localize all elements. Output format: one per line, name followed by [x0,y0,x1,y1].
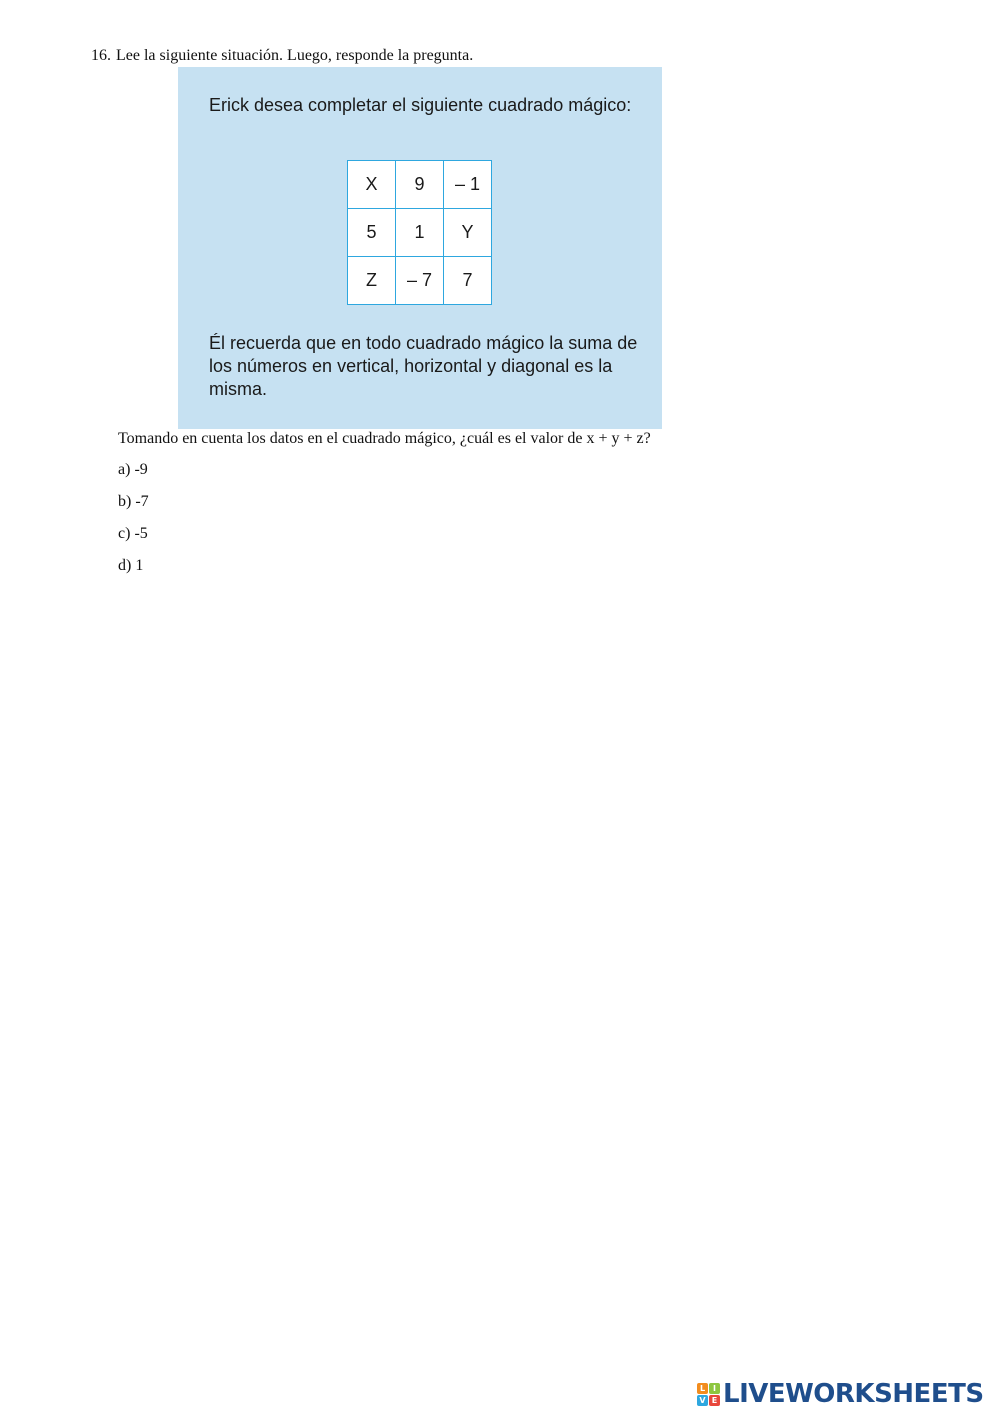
question-number: 16. [91,47,111,64]
grid-cell: – 7 [396,257,444,305]
option-label: b) [118,493,132,510]
answer-option-a[interactable] [118,460,148,480]
question-prompt: Lee la siguiente situación. Luego, responde la pregunta. [116,47,474,64]
logo-letter: I [709,1383,720,1394]
grid-row [348,161,492,209]
option-label: c) [118,525,131,542]
grid-row [348,257,492,305]
answer-option-c[interactable] [118,524,148,544]
magic-square-grid [347,160,492,305]
grid-row [348,209,492,257]
situation-intro: Erick desea completar el siguiente cuadrado mágico: [209,95,632,115]
liveworksheets-logo [697,1378,984,1410]
option-value: -7 [135,493,149,510]
logo-letter: L [697,1383,708,1394]
grid-cell: Z [348,257,396,305]
answer-option-b[interactable] [118,492,149,512]
option-label: d) [118,557,132,574]
grid-cell: 9 [396,161,444,209]
option-value: -5 [134,525,148,542]
question-stem: Tomando en cuenta los datos en el cuadrado mágico, ¿cuál es el valor de x + y + z? [118,430,651,447]
logo-wordmark: LIVEWORKSHEETS [723,1379,984,1409]
logo-icon [697,1383,720,1406]
option-label: a) [118,461,131,478]
grid-cell: 1 [396,209,444,257]
logo-letter: E [709,1395,720,1406]
grid-cell: 7 [444,257,492,305]
situation-panel [178,67,662,429]
option-value: -9 [134,461,148,478]
grid-cell: 5 [348,209,396,257]
option-value: 1 [135,557,144,574]
grid-cell: Y [444,209,492,257]
grid-cell: – 1 [444,161,492,209]
grid-cell: X [348,161,396,209]
situation-outro: Él recuerda que en todo cuadrado mágico la suma de los números en vertical, horizontal y diagonal es la misma. [209,333,638,399]
answer-option-d[interactable] [118,556,143,576]
question-header [91,46,473,66]
logo-letter: V [697,1395,708,1406]
